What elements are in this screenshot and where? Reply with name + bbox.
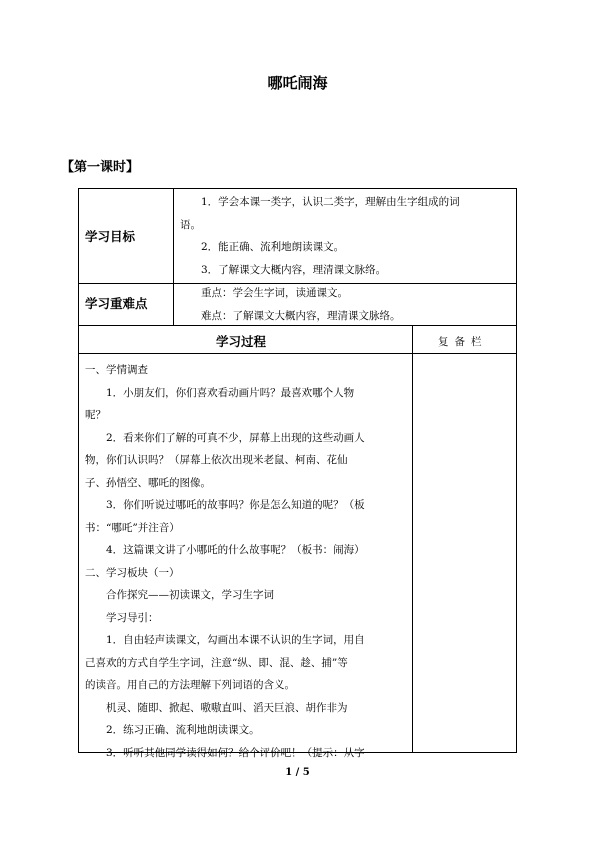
page-number: 1 / 5 xyxy=(285,767,310,778)
process-line: 书：“哪吒”并注音） xyxy=(85,521,180,534)
process-line: 4．这篇课文讲了小哪吒的什么故事呢？（板书：闹海） xyxy=(106,544,365,556)
table-border-top xyxy=(78,188,517,189)
table-border-right xyxy=(516,188,517,753)
objectives-content xyxy=(180,191,510,281)
key-points-content xyxy=(180,282,510,327)
objective-line: 2．能正确、流利地朗读课文。 xyxy=(201,241,345,253)
process-line: 2．看来你们了解的可真不少，屏幕上出现的这些动画人 xyxy=(106,431,365,444)
objective-line: 语。 xyxy=(180,218,201,231)
process-line: 合作探究——初读课文，学习生字词 xyxy=(106,589,274,601)
process-line: 1．小朋友们，你们喜欢看动画片吗？最喜欢哪个人物 xyxy=(106,386,355,399)
process-line: 学习导引： xyxy=(106,611,159,624)
process-line: 己喜欢的方式自学生字词，注意“纵、即、混、趁、捕”等 xyxy=(85,656,348,669)
process-line: 物，你们认识吗？（屏幕上依次出现米老鼠、柯南、花仙 xyxy=(85,454,348,466)
process-line: 一、学情调查 xyxy=(85,364,148,376)
key-points-label: 学习重难点 xyxy=(85,296,148,311)
process-line: 2．练习正确、流利地朗读课文。 xyxy=(106,724,260,736)
process-line: 3．听听其他同学读得如何？给个评价吧！（提示：从字 xyxy=(106,746,365,759)
process-line: 3．你们听说过哪吒的故事吗？你是怎么知道的呢？（板 xyxy=(106,499,365,511)
document-title: 哪吒闹海 xyxy=(267,74,328,92)
process-line: 二、学习板块（一） xyxy=(85,566,180,579)
objective-line: 3．了解课文大概内容，理清课文脉络。 xyxy=(201,263,387,276)
process-line: 的读音。用自己的方法理解下列词语的含义。 xyxy=(85,679,295,691)
lesson-label: 【第一课时】 xyxy=(61,160,140,175)
objective-line: 1．学会本课一类字，认识二类字，理解由生字组成的词 xyxy=(201,196,460,208)
process-line: 1．自由轻声读课文，勾画出本课不认识的生字词，用自 xyxy=(106,634,365,646)
process-header: 学习过程 xyxy=(216,334,267,349)
key-point-line: 难点：了解课文大概内容，理清课文脉络。 xyxy=(201,309,401,322)
table-row-divider xyxy=(78,353,517,354)
key-point-line: 重点：学会生字词，读通课文。 xyxy=(201,287,348,299)
process-line: 机灵、随即、掀起、嗷嗷直叫、滔天巨浪、胡作非为 xyxy=(106,701,348,714)
process-content xyxy=(85,359,407,764)
table-column-divider xyxy=(412,325,413,752)
table-border-left xyxy=(78,188,79,753)
review-header: 复备栏 xyxy=(438,336,488,348)
process-line: 子、孙悟空、哪吒的图像。 xyxy=(85,476,211,489)
process-line: 呢？ xyxy=(85,409,106,421)
lesson-plan-table xyxy=(78,188,517,759)
objectives-label: 学习目标 xyxy=(85,229,136,244)
table-column-divider xyxy=(173,188,174,325)
